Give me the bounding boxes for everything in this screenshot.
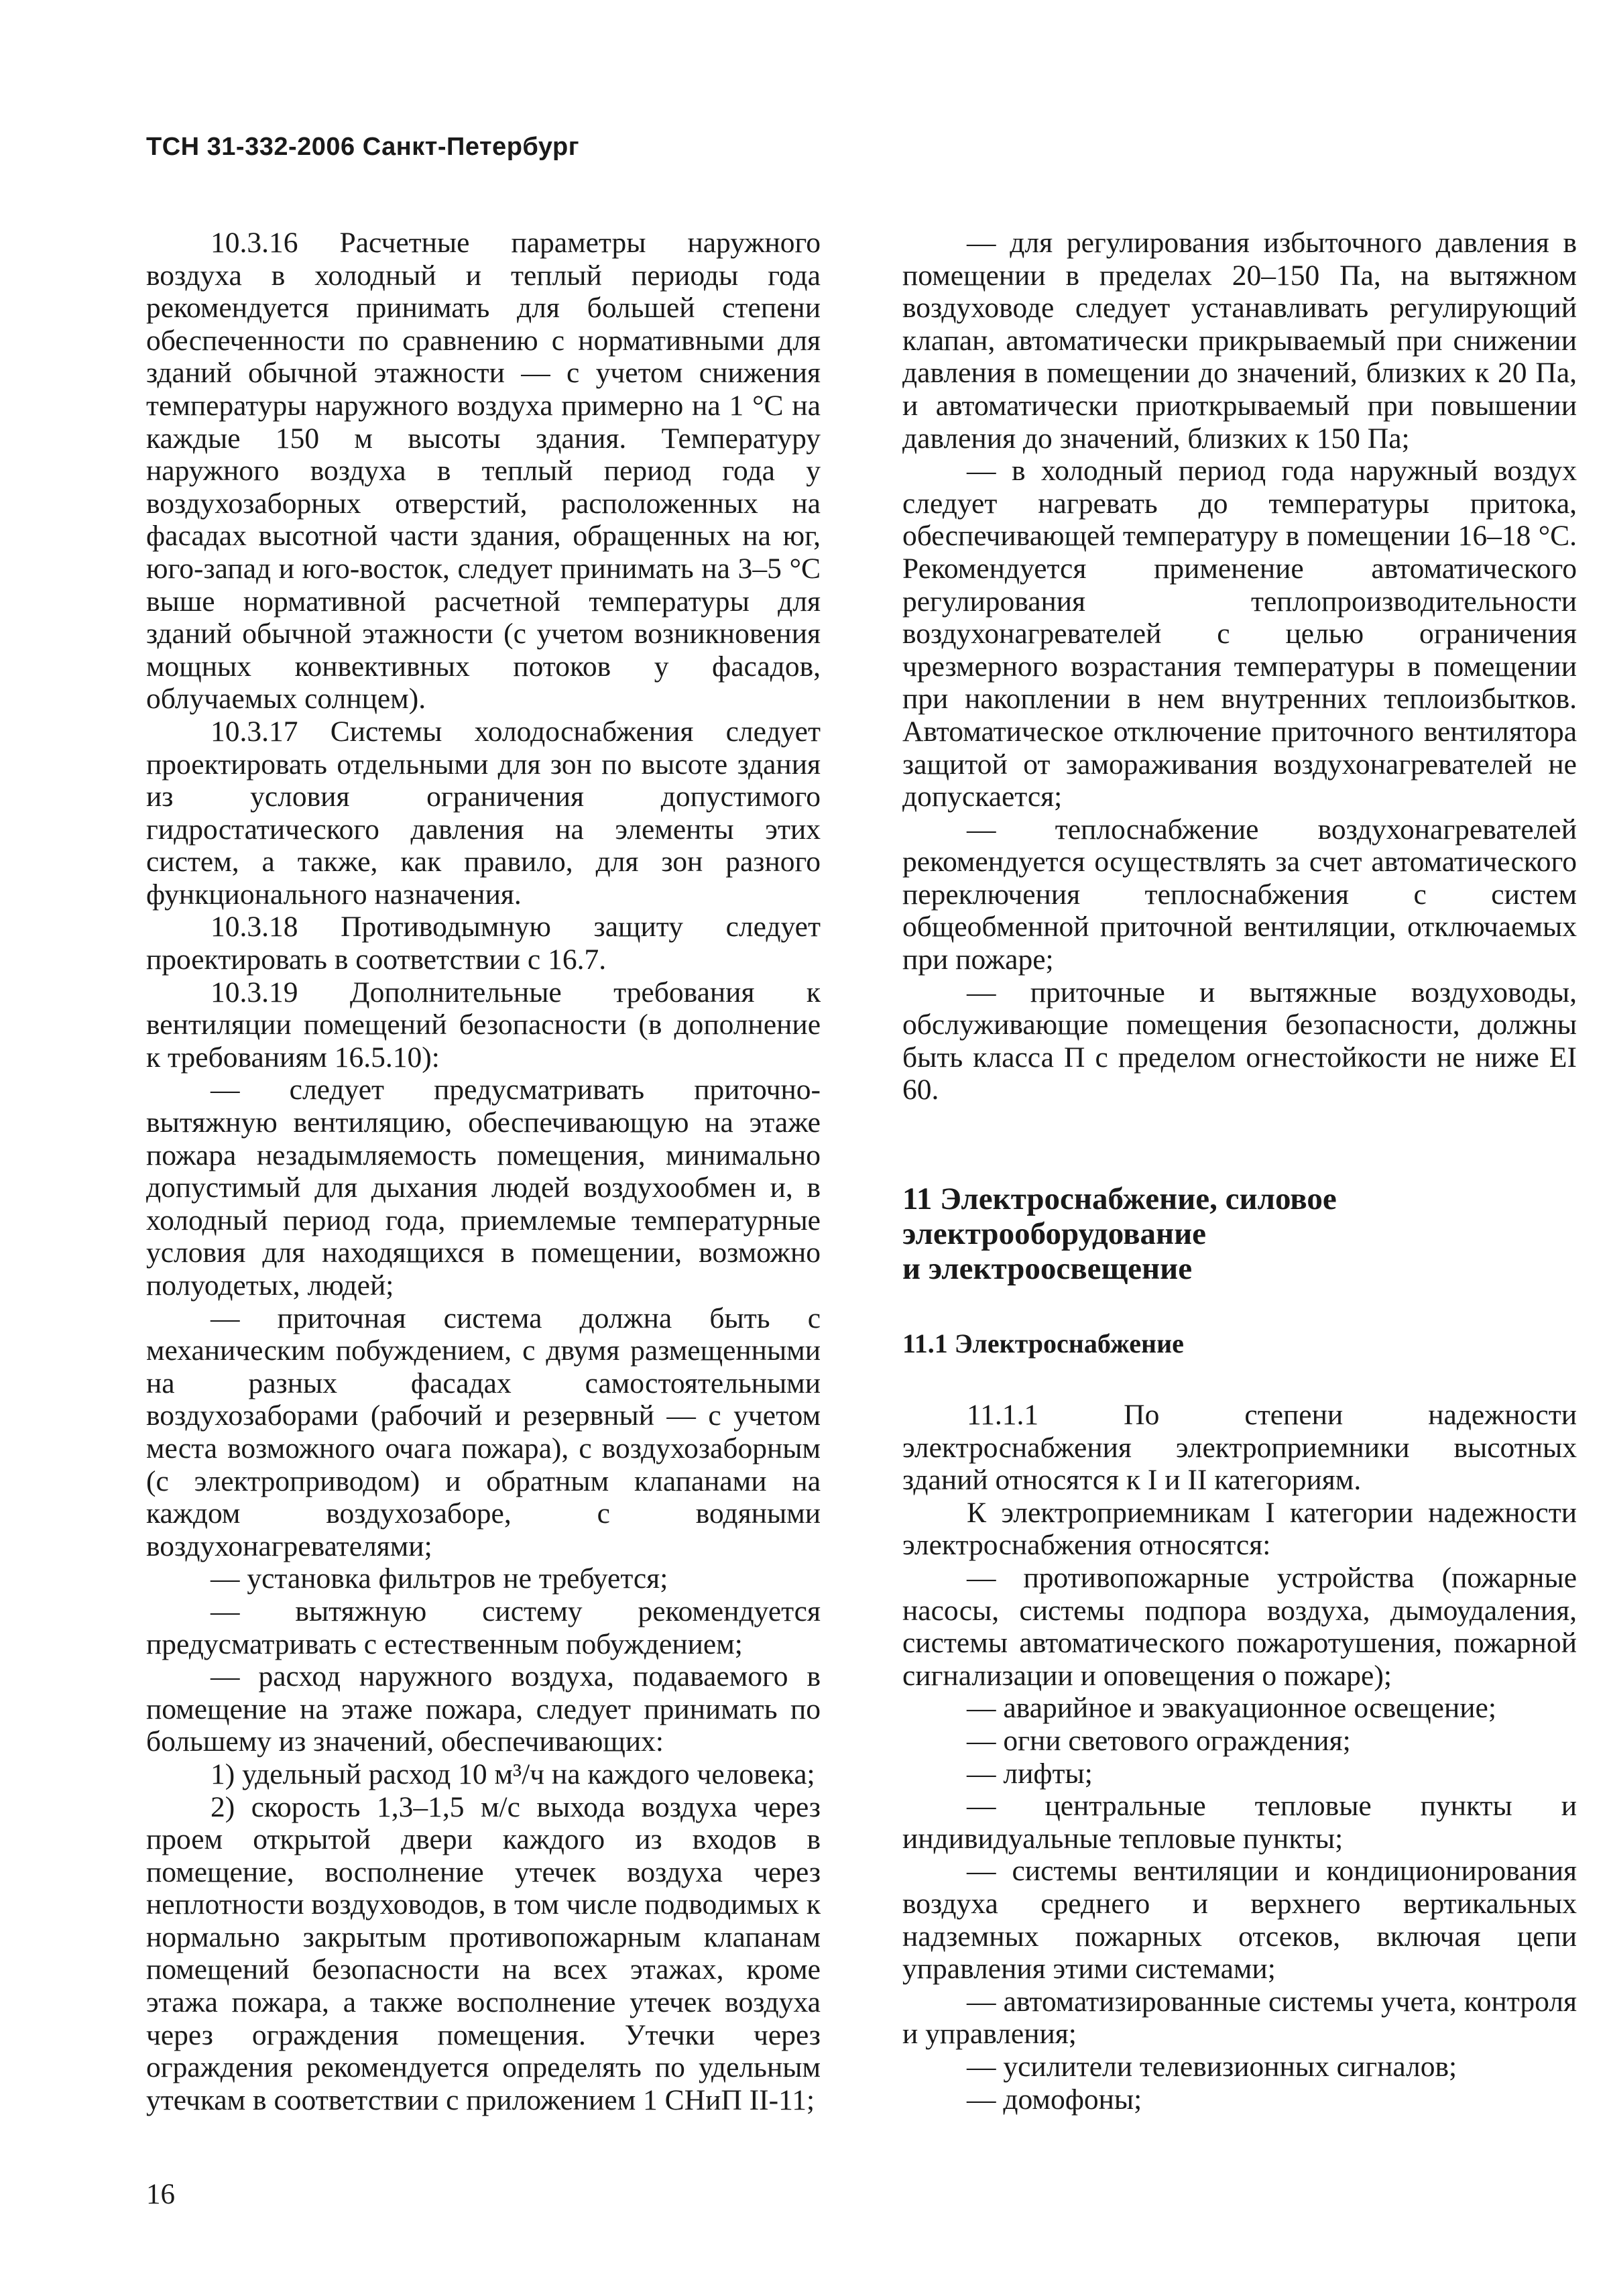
subsection-title: 11.1 Электроснабжение [902,1328,1184,1359]
running-header: ТСН 31-332-2006 Санкт-Петербург [146,133,580,161]
list-item: — автоматизированные системы учета, контроля и управления; [902,1985,1577,2051]
list-item: — лифты; [967,1757,1093,1790]
paragraph-10-3-19: 10.3.19 Дополнительные требования к вентиляции помещений безопасности (в дополнение к требованиям 16.5.10): [146,976,821,1074]
paragraph-11-1-1: 11.1.1 По степени надежности электроснабжения электроприемники высотных зданий относятся к I и II категориям. [902,1399,1577,1497]
list-item: — аварийное и эвакуационное освещение; [967,1692,1496,1725]
numbered-item-2: 2) скорость 1,3–1,5 м/с выхода воздуха через проем открытой двери каждого из входов в помещение, восполнение утечек воздуха через неплотности воздуховодов, в том числе подводимых к нормально закрытым противопожарным клапанам помещений безопасности на всех этажах, кроме этажа пожара, а также восполнение утечек воздуха через ограждения помещения. Утечки через ограждения рекомендуется определять по удельным утечкам в соответствии с приложением 1 СНиП II-11; [146,1790,821,2116]
list-item: — в холодный период года наружный воздух следует нагревать до температуры притока, обеспечивающей температуру в помещении 16–18 °С. Рекомендуется применение автоматического регулирования теплопроизводительности воздухонагревателей с целью ограничения чрезмерного возрастания температуры в помещении при накоплении в нем внутренних теплоизбытков. Автоматическое отключение приточного вентилятора защитой от замораживания воздухонагревателей не допускается; [902,455,1577,813]
section-title-line: 11 Электроснабжение, силовое [902,1182,1337,1217]
section-title [902,1182,1577,1286]
section-title-line: и электроосвещение [902,1251,1193,1287]
right-column [902,227,1577,2116]
list-item: — центральные тепловые пункты и индивидуальные тепловые пункты; [902,1790,1577,1855]
list-item: — теплоснабжение воздухонагревателей рекомендуется осуществлять за счет автоматического переключения теплоснабжения с систем общеобменной приточной вентиляции, отключаемых при пожаре; [902,813,1577,976]
list-item: — расход наружного воздуха, подаваемого в помещение на этаже пожара, следует принимать по большему из значений, обеспечивающих: [146,1660,821,1758]
list-item: — приточные и вытяжные воздуховоды, обслуживающие помещения безопасности, должны быть класса П с пределом огнестойкости не ниже EI 60. [902,976,1577,1106]
numbered-item-1: 1) удельный расход 10 м³/ч на каждого человека; [211,1758,815,1790]
list-item: — следует предусматривать приточно-вытяжную вентиляцию, обеспечивающую на этаже пожара незадымляемость помещения, минимально допустимый для дыхания людей воздухообмен и, в холодный период года, приемлемые температурные условия для находящихся в помещении, возможно полуодетых, людей; [146,1074,821,1302]
list-item: — усилители телевизионных сигналов; [967,2050,1457,2083]
list-item: — противопожарные устройства (пожарные насосы, системы подпора воздуха, дымоудаления, системы автоматического пожаротушения, пожарной сигнализации и оповещения о пожаре); [902,1562,1577,1692]
paragraph-10-3-16: 10.3.16 Расчетные параметры наружного воздуха в холодный и теплый периоды года рекомендуется принимать для большей степени обеспеченности по сравнению с нормативными для зданий обычной этажности — с учетом снижения температуры наружного воздуха примерно на 1 °С на каждые 150 м высоты здания. Температуру наружного воздуха в теплый период года у воздухозаборных отверстий, расположенных на фасадах высотной части здания, обращенных на юг, юго-запад и юго-восток, следует принимать на 3–5 °С выше нормативной расчетной температуры для зданий обычной этажности (с учетом возникновения мощных конвективных потоков у фасадов, облучаемых солнцем). [146,227,821,715]
list-item: — вытяжную систему рекомендуется предусматривать с естественным побуждением; [146,1595,821,1660]
list-item: — установка фильтров не требуется; [211,1562,668,1595]
section-title-line: электрооборудование [902,1216,1207,1252]
list-item: — домофоны; [967,2083,1142,2116]
paragraph-10-3-18: 10.3.18 Противодымную защиту следует проектировать в соответствии с 16.7. [146,911,821,976]
list-item: — системы вентиляции и кондиционирования воздуха среднего и верхнего вертикальных надземных пожарных отсеков, включая цепи управления этими системами; [902,1855,1577,1986]
list-item: — приточная система должна быть с механическим побуждением, с двумя размещенными на разных фасадах самостоятельными воздухозаборами (рабочий и резервный — с учетом места возможного очага пожара), с воздухозаборным (с электроприводом) и обратным клапанами на каждом воздухозаборе, с водяными воздухонагревателями; [146,1302,821,1562]
paragraph-category-intro: К электроприемникам I категории надежности электроснабжения относятся: [902,1496,1577,1562]
list-item: — для регулирования избыточного давления в помещении в пределах 20–150 Па, на вытяжном воздуховоде следует устанавливать регулирующий клапан, автоматически прикрываемый при снижении давления в помещении до значений, близких к 20 Па, и автоматически приоткрываемый при повышении давления до значений, близких к 150 Па; [902,227,1577,455]
paragraph-10-3-17: 10.3.17 Системы холодоснабжения следует проектировать отдельными для зон по высоте здания из условия ограничения допустимого гидростатического давления на элементы этих систем, а также, как правило, для зон разного функционального назначения. [146,715,821,911]
left-column [146,227,821,2116]
page-number: 16 [146,2179,175,2210]
list-item: — огни светового ограждения; [967,1724,1351,1757]
